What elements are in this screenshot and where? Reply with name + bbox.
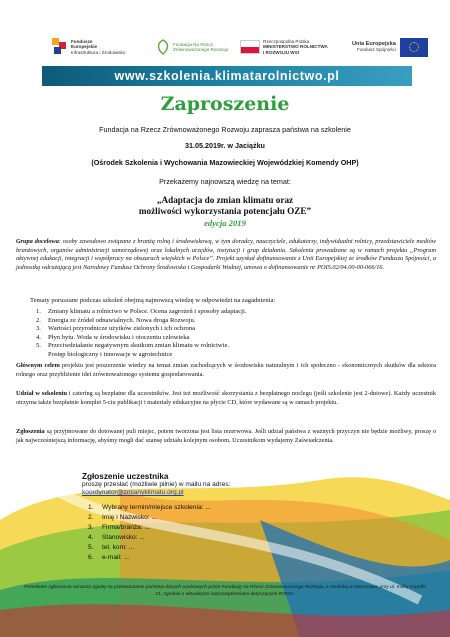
fe-logo-line2: Europejskie	[71, 44, 98, 50]
eu-flag-icon	[400, 38, 428, 57]
fe-logo-line3: Infrastruktura i Środowisko	[71, 49, 126, 55]
fundacja-logo-line1: Fundacja Na Rzecz	[173, 41, 214, 47]
eu-logo-line1: Unia Europejska	[352, 40, 396, 47]
topics-list	[36, 308, 416, 359]
edition-label: edycja 2019	[204, 218, 246, 228]
list-item: 6. e-mail: ...	[88, 554, 130, 562]
ministry-logo-line1: Rzeczpospolita Polska	[263, 38, 310, 44]
website-banner	[42, 66, 412, 86]
eu-logo	[352, 30, 436, 64]
target-group-label: Grupa docelowa	[16, 238, 59, 245]
form-fields-list	[88, 503, 342, 563]
list-item: 4. Stanowisko: ...	[88, 534, 145, 542]
target-group-paragraph	[16, 238, 436, 272]
fe-logo-line1: Fundusze	[71, 38, 93, 44]
knowledge-intro: Przekażemy najnowszą wiedzę na temat:	[159, 177, 291, 186]
fundacja-logo-line2: Zrównoważonego Rozwoju	[173, 47, 229, 52]
logo-strip	[52, 30, 412, 64]
goal-text: projektu jest poszerzenie wiedzy na temat zmian zachodzących w środowisku naturalnym i ich społeczno - ekonomicznych skutków dla sektora rolnego oraz przybliżenie idei zrównoważonego systemu gospodarowania.	[16, 362, 436, 378]
fundusze-europejskie-logo	[52, 30, 130, 64]
list-item: 2. Imię i Nazwisko: ...	[88, 514, 157, 522]
list-item: 1. Wybrany termin/miejsce szkolenia: ...	[88, 504, 211, 512]
participation-paragraph	[16, 390, 436, 407]
form-instruction: proszę przesłać (możliwie pilnie) w mailu na adres:	[82, 481, 231, 488]
list-item: 4. Płyn bytu. Woda w środowisku i otoczeniu człowieka	[36, 333, 190, 341]
gdpr-footer-note: Przesłanie zgłoszenia oznacza zgodę na przetwarzanie państwa danych osobowych przez Fundację na Rzecz Zrównoważonego Rozwoju, z siedzibą w Warszawie przy ul. Indiry Gandhi 21, zgodnie z aktualnymi rozporządzeniami dotyczącymi RODO.	[24, 585, 426, 597]
ministry-logo-line2: MINISTERSTWO ROLNICTWA	[263, 44, 328, 50]
goal-label: Głównym celem	[16, 362, 60, 369]
list-item: 1. Zmiany klimatu a rolnictwo w Polsce. Ocena zagrożeń i sposoby adaptacji.	[36, 308, 247, 315]
fe-mark-icon	[52, 38, 68, 56]
list-item: 5. Przeciwdziałanie negatywnym skutkom zmian klimatu w rolnictwie.	[36, 342, 230, 349]
applications-label: Zgłoszenia	[16, 428, 45, 435]
list-item: 2. Energia ze źródeł odnawialnych. Nowa droga Rozwoju.	[36, 316, 196, 324]
applications-paragraph	[16, 428, 436, 445]
leaf-icon	[156, 39, 170, 55]
participation-text: i catering są bezpłatne dla uczestników. Jest też możliwość skorzystania z bezpłatnego noclegu (jeśli szkolenie jest 2-dniowe). Każdy uczestnik otrzyma także bezpłatnie komplet 5-ciu publikacji i materiały edukacyjne na płycie CD, które wydawane są w ramach projektu.	[16, 390, 436, 406]
participation-label: Udział w szkoleniu	[16, 390, 67, 397]
training-title-line2: możliwości wykorzystania potencjału OZE”	[138, 206, 312, 216]
page-title: Zaproszenie	[160, 93, 290, 115]
applications-text: są przyjmowane do dotowanej puli miejsc, potem tworzona jest lista rezerwowa. Jeśli udział państwa z ważnych przyczyn nie będzie możliwy, proszę o jak najwcześniejszą informację, abyśmy mogli dać szansę udziału kolejnym osobom. Uczestnikom wydajemy Zaświadczenia.	[16, 428, 436, 444]
fundacja-logo	[156, 30, 236, 64]
list-item: 5. tel. kom: ...	[88, 544, 135, 552]
registration-form	[82, 472, 342, 563]
training-title-line1: „Adaptacja do zmian klimatu oraz	[156, 195, 294, 205]
date-place: 31.05.2019r. w Jaciążku	[185, 141, 265, 150]
contact-email-link[interactable]: koordynator@zmianyklimatu.org.pl	[82, 489, 184, 497]
form-title: Zgłoszenie uczestnika	[82, 472, 169, 481]
target-group-text: : osoby zawodowo związane z branżą rolną i środowiskową, w tym doradcy, nauczyciele, edukatorzy, indywidualni rolnicy, przedstawiciele mediów branżowych, organów administracji samorządowej oraz lokalnych urzędów, instytucji i grup działania. Szkolenia prowadzone są w ramach projektu „Program aktywnej edukacji, integracji i współpracy na obszarach wiejskich w Polsce”. Projekt uzyskał dofinansowanie z Unii Europejskiej ze środków Funduszu Spójności, a jednostką wdrażającą jest Narodowy Fundusz Ochrony Środowiska i Gospodarki Wodnej, umowa o dofinansowanie nr POIS.02/04.00-00-066/16.	[16, 238, 436, 271]
eu-logo-line2: Fundusz Spójności	[357, 47, 396, 52]
ministry-logo	[240, 30, 328, 64]
goal-paragraph	[16, 362, 436, 379]
venue: (Ośrodek Szkolenia i Wychowania Mazowieckiej Wojewódzkiej Komendy OHP)	[91, 158, 359, 167]
website-banner-text: www.szkolenia.klimatarolnictwo.pl	[114, 69, 340, 83]
intro-text: Fundacja na Rzecz Zrównoważonego Rozwoju zaprasza państwa na szkolenie	[99, 125, 351, 134]
polish-flag-icon	[240, 40, 260, 54]
ministry-logo-line3: I ROZWOJU WSI	[263, 49, 299, 55]
list-item: 3. Wartości przyrodnicze użytków zielonych i ich ochrona	[36, 325, 196, 332]
list-item: Postęp biologiczny i innowacje w agrotechnice	[48, 350, 173, 358]
list-item: 3. Firma/branża: ...	[88, 524, 151, 532]
topics-heading: Tematy poruszane podczas szkoleń obejmą najnowszą wiedzę w odpowiedzi na zagadnienia:	[30, 297, 276, 304]
